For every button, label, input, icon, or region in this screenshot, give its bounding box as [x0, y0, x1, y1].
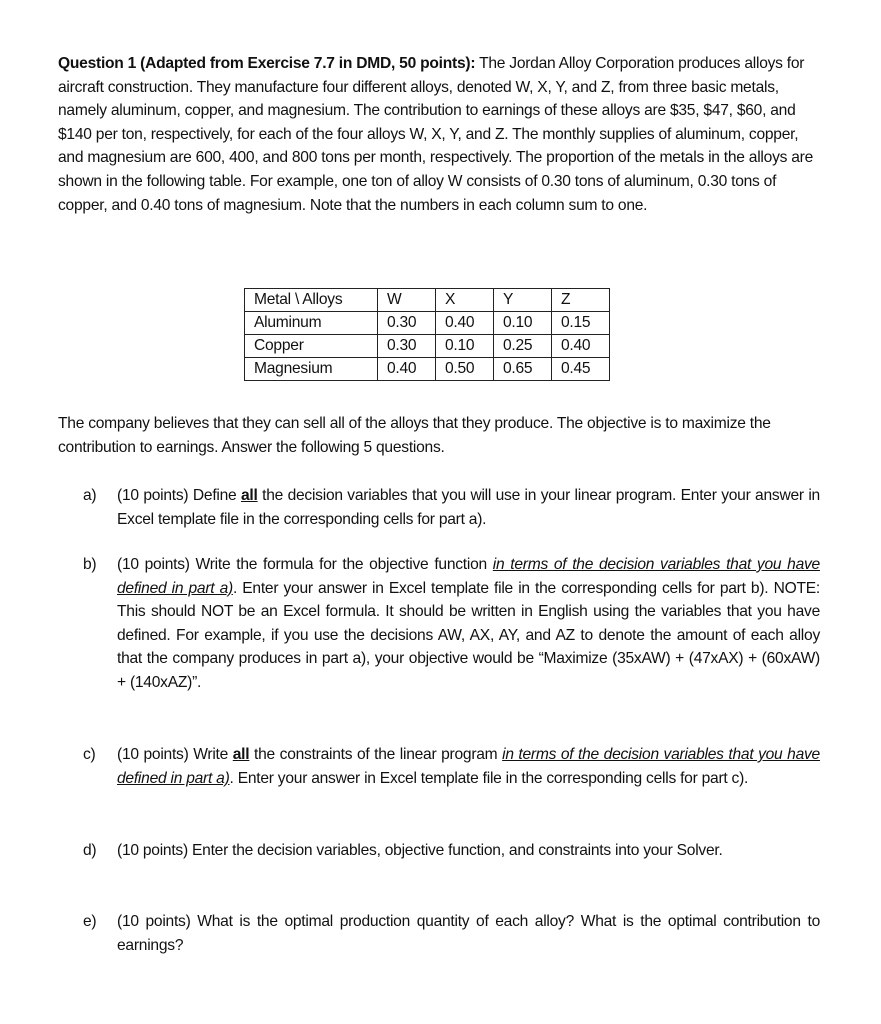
table-cell: 0.40: [436, 312, 494, 335]
part-text: the decision variables that you will use in your linear program. Enter your answer in Excel template file in the corresponding cells for part a).: [117, 487, 820, 528]
table-cell: 0.25: [494, 335, 552, 358]
table-header-row: [245, 289, 610, 312]
table-header-cell: Y: [494, 289, 552, 312]
part-text: (10 points) Define: [117, 487, 241, 504]
question-body: The Jordan Alloy Corporation produces alloys for aircraft construction. They manufacture four different alloys, denoted W, X, Y, and Z, from three basic metals, namely aluminum, copper, and magnesium. The contribution to earnings of these alloys are $35, $47, $60, and $140 per ton, respectively, for each of the four alloys W, X, Y, and Z. The monthly supplies of aluminum, copper, and magnesium are 600, 400, and 800 tons per month, respectively. The proportion of the metals in the alloys are shown in the following table. For example, one ton of alloy W consists of 0.30 tons of aluminum, 0.30 tons of copper, and 0.40 tons of magnesium. Note that the numbers in each column sum to one.: [58, 55, 814, 214]
table-cell: 0.30: [378, 312, 436, 335]
question-intro: [58, 52, 820, 217]
table-cell: 0.30: [378, 335, 436, 358]
table-cell: 0.45: [552, 358, 610, 381]
part-label: c): [83, 746, 96, 763]
table-cell: Aluminum: [245, 312, 378, 335]
table-header-cell: Metal \ Alloys: [245, 289, 378, 312]
table-header-cell: X: [436, 289, 494, 312]
emphasis-all: all: [241, 487, 258, 504]
table-row: [245, 335, 610, 358]
part-b: [83, 553, 820, 695]
table-cell: Magnesium: [245, 358, 378, 381]
part-e: [83, 910, 820, 957]
part-label: b): [83, 556, 97, 573]
part-c: [83, 743, 820, 790]
table-cell: 0.40: [378, 358, 436, 381]
emphasis-italic: in terms of the decision variables that you have defined in part a): [117, 556, 820, 597]
table-cell: 0.15: [552, 312, 610, 335]
table-cell: 0.10: [494, 312, 552, 335]
part-text: (10 points) Enter the decision variables, objective function, and constraints into your Solver.: [117, 842, 723, 859]
table-header-cell: W: [378, 289, 436, 312]
part-a: [83, 484, 820, 531]
emphasis-all: all: [232, 746, 250, 763]
part-label: e): [83, 913, 97, 930]
part-d: [83, 839, 820, 863]
part-label: d): [83, 842, 97, 859]
table-row: [245, 312, 610, 335]
part-text: (10 points) Write the formula for the objective function: [117, 556, 493, 573]
table-cell: 0.10: [436, 335, 494, 358]
table-cell: 0.40: [552, 335, 610, 358]
alloy-composition-table: [244, 288, 610, 381]
table-cell: Copper: [245, 335, 378, 358]
table-row: [245, 358, 610, 381]
table-cell: 0.65: [494, 358, 552, 381]
part-text: (10 points) Write: [117, 746, 233, 763]
emphasis-italic: in terms of the decision variables that you have defined in part a): [117, 746, 820, 787]
table-cell: 0.50: [436, 358, 494, 381]
part-text: (10 points) What is the optimal production quantity of each alloy? What is the optimal contribution to earnings?: [117, 913, 820, 954]
part-text: . Enter your answer in Excel template file in the corresponding cells for part b). NOTE: This should NOT be an Excel formula. It should be written in English using the variables that you have defined. For example, if you use the decisions AW, AX, AY, and AZ to denote the amount of each alloy that the company produces in part a), your objective would be “Maximize (35xAW) + (47xAX) + (60xAW) + (140xAZ)”.: [117, 579, 820, 691]
instructions-paragraph: The company believes that they can sell all of the alloys that they produce. The objective is to maximize the contribution to earnings. Answer the following 5 questions.: [58, 415, 771, 456]
table-header-cell: Z: [552, 289, 610, 312]
part-text: . Enter your answer in Excel template file in the corresponding cells for part c).: [229, 769, 749, 787]
question-heading: Question 1 (Adapted from Exercise 7.7 in DMD, 50 points):: [58, 55, 476, 72]
part-label: a): [83, 487, 97, 504]
part-text: the constraints of the linear program: [249, 746, 503, 763]
